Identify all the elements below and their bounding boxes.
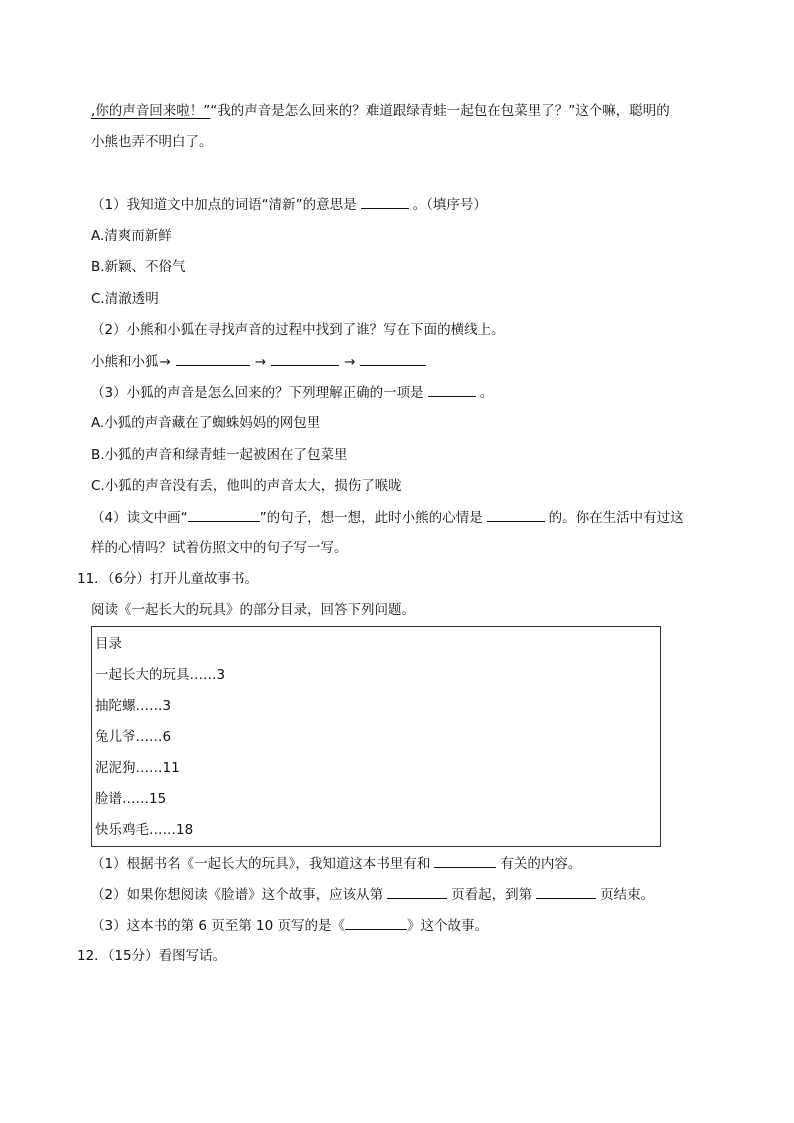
q3-stem-suffix: 。	[479, 385, 494, 401]
toc-entry-title: 抽陀螺	[95, 698, 136, 714]
toc-entry	[95, 727, 171, 747]
q4-text-b: ”的句子，想一想，此时小熊的心情是	[259, 510, 483, 526]
q4-stem	[91, 507, 684, 528]
p11-q3-blank[interactable]	[345, 915, 407, 930]
problem-11-header: 11．（6分）打开儿童故事书。	[77, 571, 259, 587]
arrow-icon: →	[344, 354, 356, 370]
toc-entry	[95, 820, 193, 840]
q4-text-c: 的。你在生活中有过这	[548, 510, 684, 526]
q4-mood-blank[interactable]	[487, 507, 545, 522]
q1-option-b: B.新颖、不俗气	[91, 259, 186, 275]
p11-q3-suffix: 》这个故事。	[407, 918, 489, 934]
q2-chain	[91, 351, 430, 372]
toc-entry-page: 3	[216, 667, 226, 683]
q2-chain-start: 小熊和小狐	[91, 354, 159, 370]
toc-dots: ……	[122, 791, 149, 807]
p11-q1-text: （1）根据书名《一起长大的玩具》，我知道这本书里有和	[91, 856, 431, 872]
arrow-icon: →	[159, 354, 171, 370]
p11-q2-blank-start[interactable]	[387, 884, 447, 899]
toc-entry-page: 15	[149, 791, 167, 807]
q1-answer-blank[interactable]	[361, 194, 409, 209]
toc-entry-title: 快乐鸡毛	[95, 822, 149, 838]
q2-blank-2[interactable]	[271, 351, 339, 366]
q3-option-a: A.小狐的声音藏在了蜘蛛妈妈的网包里	[91, 415, 321, 431]
toc-entry-page: 11	[162, 760, 180, 776]
toc-entry	[95, 789, 166, 809]
q2-stem: （2）小熊和小狐在寻找声音的过程中找到了谁？写在下面的横线上。	[91, 322, 505, 338]
q1-option-c: C.清澈透明	[91, 291, 159, 307]
toc-title: 目录	[95, 636, 122, 652]
p11-q2	[91, 884, 654, 905]
story-line-1	[91, 101, 670, 121]
q1-stem	[91, 194, 487, 215]
q4-quote-blank[interactable]	[188, 507, 260, 522]
problem-12-header: 12．（15分）看图写话。	[77, 948, 227, 964]
p11-q3-text: （3）这本书的第 6 页至第 10 页写的是《	[91, 918, 346, 934]
toc-dots: ……	[135, 760, 163, 776]
toc-entry-page: 3	[162, 698, 172, 714]
q1-stem-suffix: 。（填序号）	[412, 197, 487, 213]
p11-q1-blank[interactable]	[434, 853, 496, 868]
toc-dots: ……	[149, 822, 176, 838]
table-of-contents-box	[91, 626, 661, 847]
q4-text-a: （4）读文中画“	[91, 510, 188, 526]
p11-q1	[91, 853, 581, 874]
toc-entry-title: 泥泥狗	[95, 760, 136, 776]
q3-stem-text: （3）小狐的声音是怎么回来的？下列理解正确的一项是	[91, 385, 424, 401]
arrow-icon: →	[254, 354, 267, 370]
story-line-1-rest: “我的声音是怎么回来的？难道跟绿青蛙一起包在包菜里了？”这个嘛，聪明的	[210, 103, 670, 119]
toc-dots: ……	[135, 729, 163, 745]
q1-stem-text: （1）我知道文中加点的词语“清新”的意思是	[91, 197, 357, 213]
q2-blank-3[interactable]	[360, 351, 426, 366]
toc-dots: ……	[189, 667, 217, 683]
q1-option-a: A.清爽而新鲜	[91, 228, 172, 244]
toc-entry-title: 脸谱	[95, 791, 122, 807]
p11-q2-text: （2）如果你想阅读《脸谱》这个故事，应该从第	[91, 887, 384, 903]
q2-blank-1[interactable]	[176, 351, 250, 366]
q3-option-c: C.小狐的声音没有丢，他叫的声音太大，损伤了喉咙	[91, 478, 402, 494]
q3-option-b: B.小狐的声音和绿青蛙一起被困在了包菜里	[91, 447, 348, 463]
toc-entry	[95, 758, 180, 778]
q3-answer-blank[interactable]	[428, 382, 476, 397]
p11-q2-blank-end[interactable]	[536, 884, 596, 899]
problem-11-intro: 阅读《一起长大的玩具》的部分目录，回答下列问题。	[91, 602, 415, 618]
q4-line-2: 样的心情吗？试着仿照文中的句子写一写。	[91, 540, 348, 556]
toc-entry-page: 6	[162, 729, 172, 745]
story-line-2: 小熊也弄不明白了。	[91, 134, 213, 150]
toc-entry	[95, 696, 171, 716]
toc-entry-title: 一起长大的玩具	[95, 667, 190, 683]
p11-q1-suffix: 有关的内容。	[500, 856, 582, 872]
toc-entry-title: 兔儿爷	[95, 729, 136, 745]
p11-q2-suffix: 页结束。	[600, 887, 655, 903]
p11-q2-middle: 页看起，到第	[451, 887, 533, 903]
toc-entry-page: 18	[176, 822, 194, 838]
underlined-quote: ,你的声音回来啦！”	[91, 103, 211, 119]
p11-q3	[91, 915, 488, 936]
q3-stem	[91, 382, 493, 403]
toc-dots: ……	[135, 698, 163, 714]
toc-entry	[95, 665, 225, 685]
